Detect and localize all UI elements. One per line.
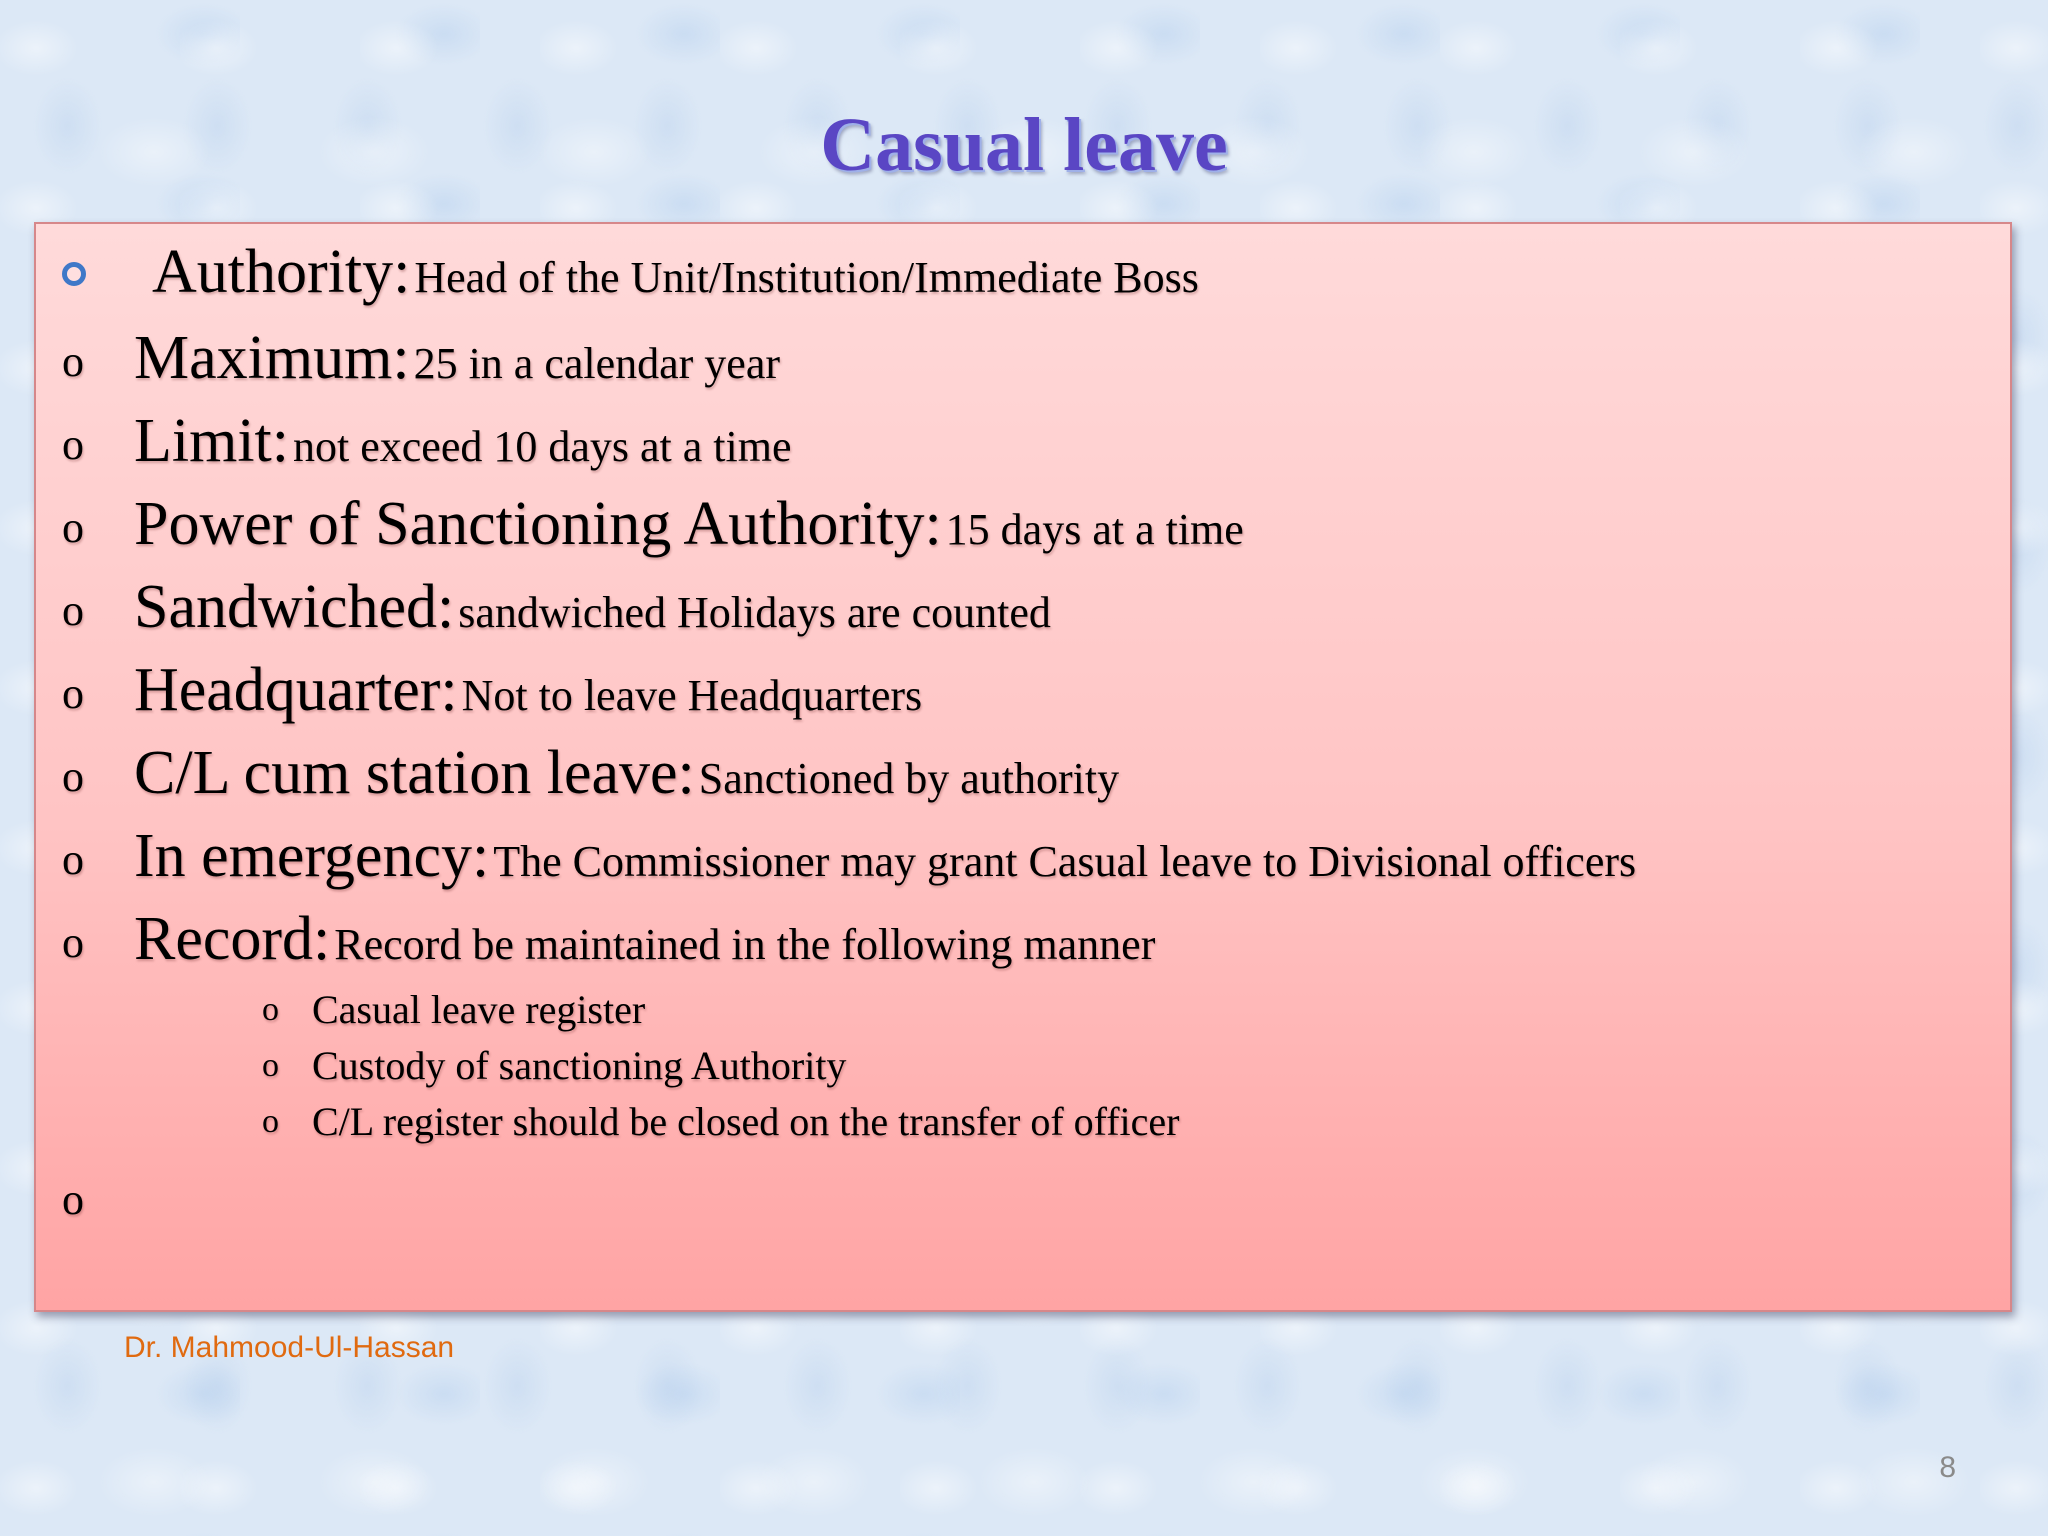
bullet-text: Head of the Unit/Institution/Immediate Boss xyxy=(414,253,1199,302)
bullet-label: Headquarter: xyxy=(134,656,458,724)
bullet-text: 25 in a calendar year xyxy=(413,339,781,388)
bullet-text: Sanctioned by authority xyxy=(698,754,1120,803)
circle-bullet-icon: o xyxy=(62,669,84,718)
circle-bullet-icon: o xyxy=(62,752,84,801)
sub-bullet-text: Casual leave register xyxy=(312,987,646,1032)
sub-bullet-text: C/L register should be closed on the transfer of officer xyxy=(312,1099,1180,1144)
bullet-label: Power of Sanctioning Authority: xyxy=(134,490,942,558)
bullet-item-maximum xyxy=(36,310,2006,392)
bullet-item-record xyxy=(36,891,2006,973)
bullet-item-headquarter xyxy=(36,642,2006,724)
bullet-label: C/L cum station leave: xyxy=(134,739,695,807)
content-box xyxy=(34,222,2012,1312)
bullet-label: Maximum: xyxy=(134,324,410,392)
bullet-item-cl-cum-station-leave xyxy=(36,725,2006,807)
bullet-text: Record be maintained in the following manner xyxy=(334,920,1156,969)
page-number: 8 xyxy=(1939,1451,1956,1484)
empty-bullet-icon: o xyxy=(62,1175,84,1224)
circle-bullet-icon: o xyxy=(62,503,84,552)
circle-bullet-icon: o xyxy=(62,586,84,635)
sub-bullet-item xyxy=(36,982,2006,1038)
bullet-item-in-emergency xyxy=(36,808,2006,890)
circle-bullet-icon: o xyxy=(262,1047,279,1084)
hollow-circle-bullet-icon xyxy=(62,262,86,286)
footer-author: Dr. Mahmood-Ul-Hassan xyxy=(124,1331,455,1364)
bullet-item-sandwiched xyxy=(36,559,2006,641)
circle-bullet-icon: o xyxy=(62,918,84,967)
bullet-text: The Commissioner may grant Casual leave to Divisional officers xyxy=(493,837,1637,886)
bullet-item-power-of-sanctioning-authority xyxy=(36,476,2006,558)
sub-bullet-text: Custody of sanctioning Authority xyxy=(312,1043,847,1088)
slide-title: Casual leave xyxy=(820,103,1228,187)
bullet-text: Not to leave Headquarters xyxy=(461,671,923,720)
bullet-label: In emergency: xyxy=(134,822,490,890)
bullet-label: Limit: xyxy=(134,407,289,475)
sub-bullet-item xyxy=(36,1094,2006,1150)
sub-bullet-item xyxy=(36,1038,2006,1094)
bullet-label: Record: xyxy=(134,905,331,973)
bullet-text: sandwiched Holidays are counted xyxy=(458,588,1051,637)
bullet-text: not exceed 10 days at a time xyxy=(293,422,792,471)
circle-bullet-icon: o xyxy=(62,337,84,386)
bullet-text: 15 days at a time xyxy=(945,505,1244,554)
circle-bullet-icon: o xyxy=(262,991,279,1028)
circle-bullet-icon: o xyxy=(62,420,84,469)
circle-bullet-icon: o xyxy=(62,835,84,884)
bullet-item-limit xyxy=(36,393,2006,475)
bullet-item-authority xyxy=(36,224,2006,306)
bullet-label: Authority: xyxy=(152,238,411,306)
bullet-label: Sandwiched: xyxy=(134,573,455,641)
circle-bullet-icon: o xyxy=(262,1103,279,1140)
